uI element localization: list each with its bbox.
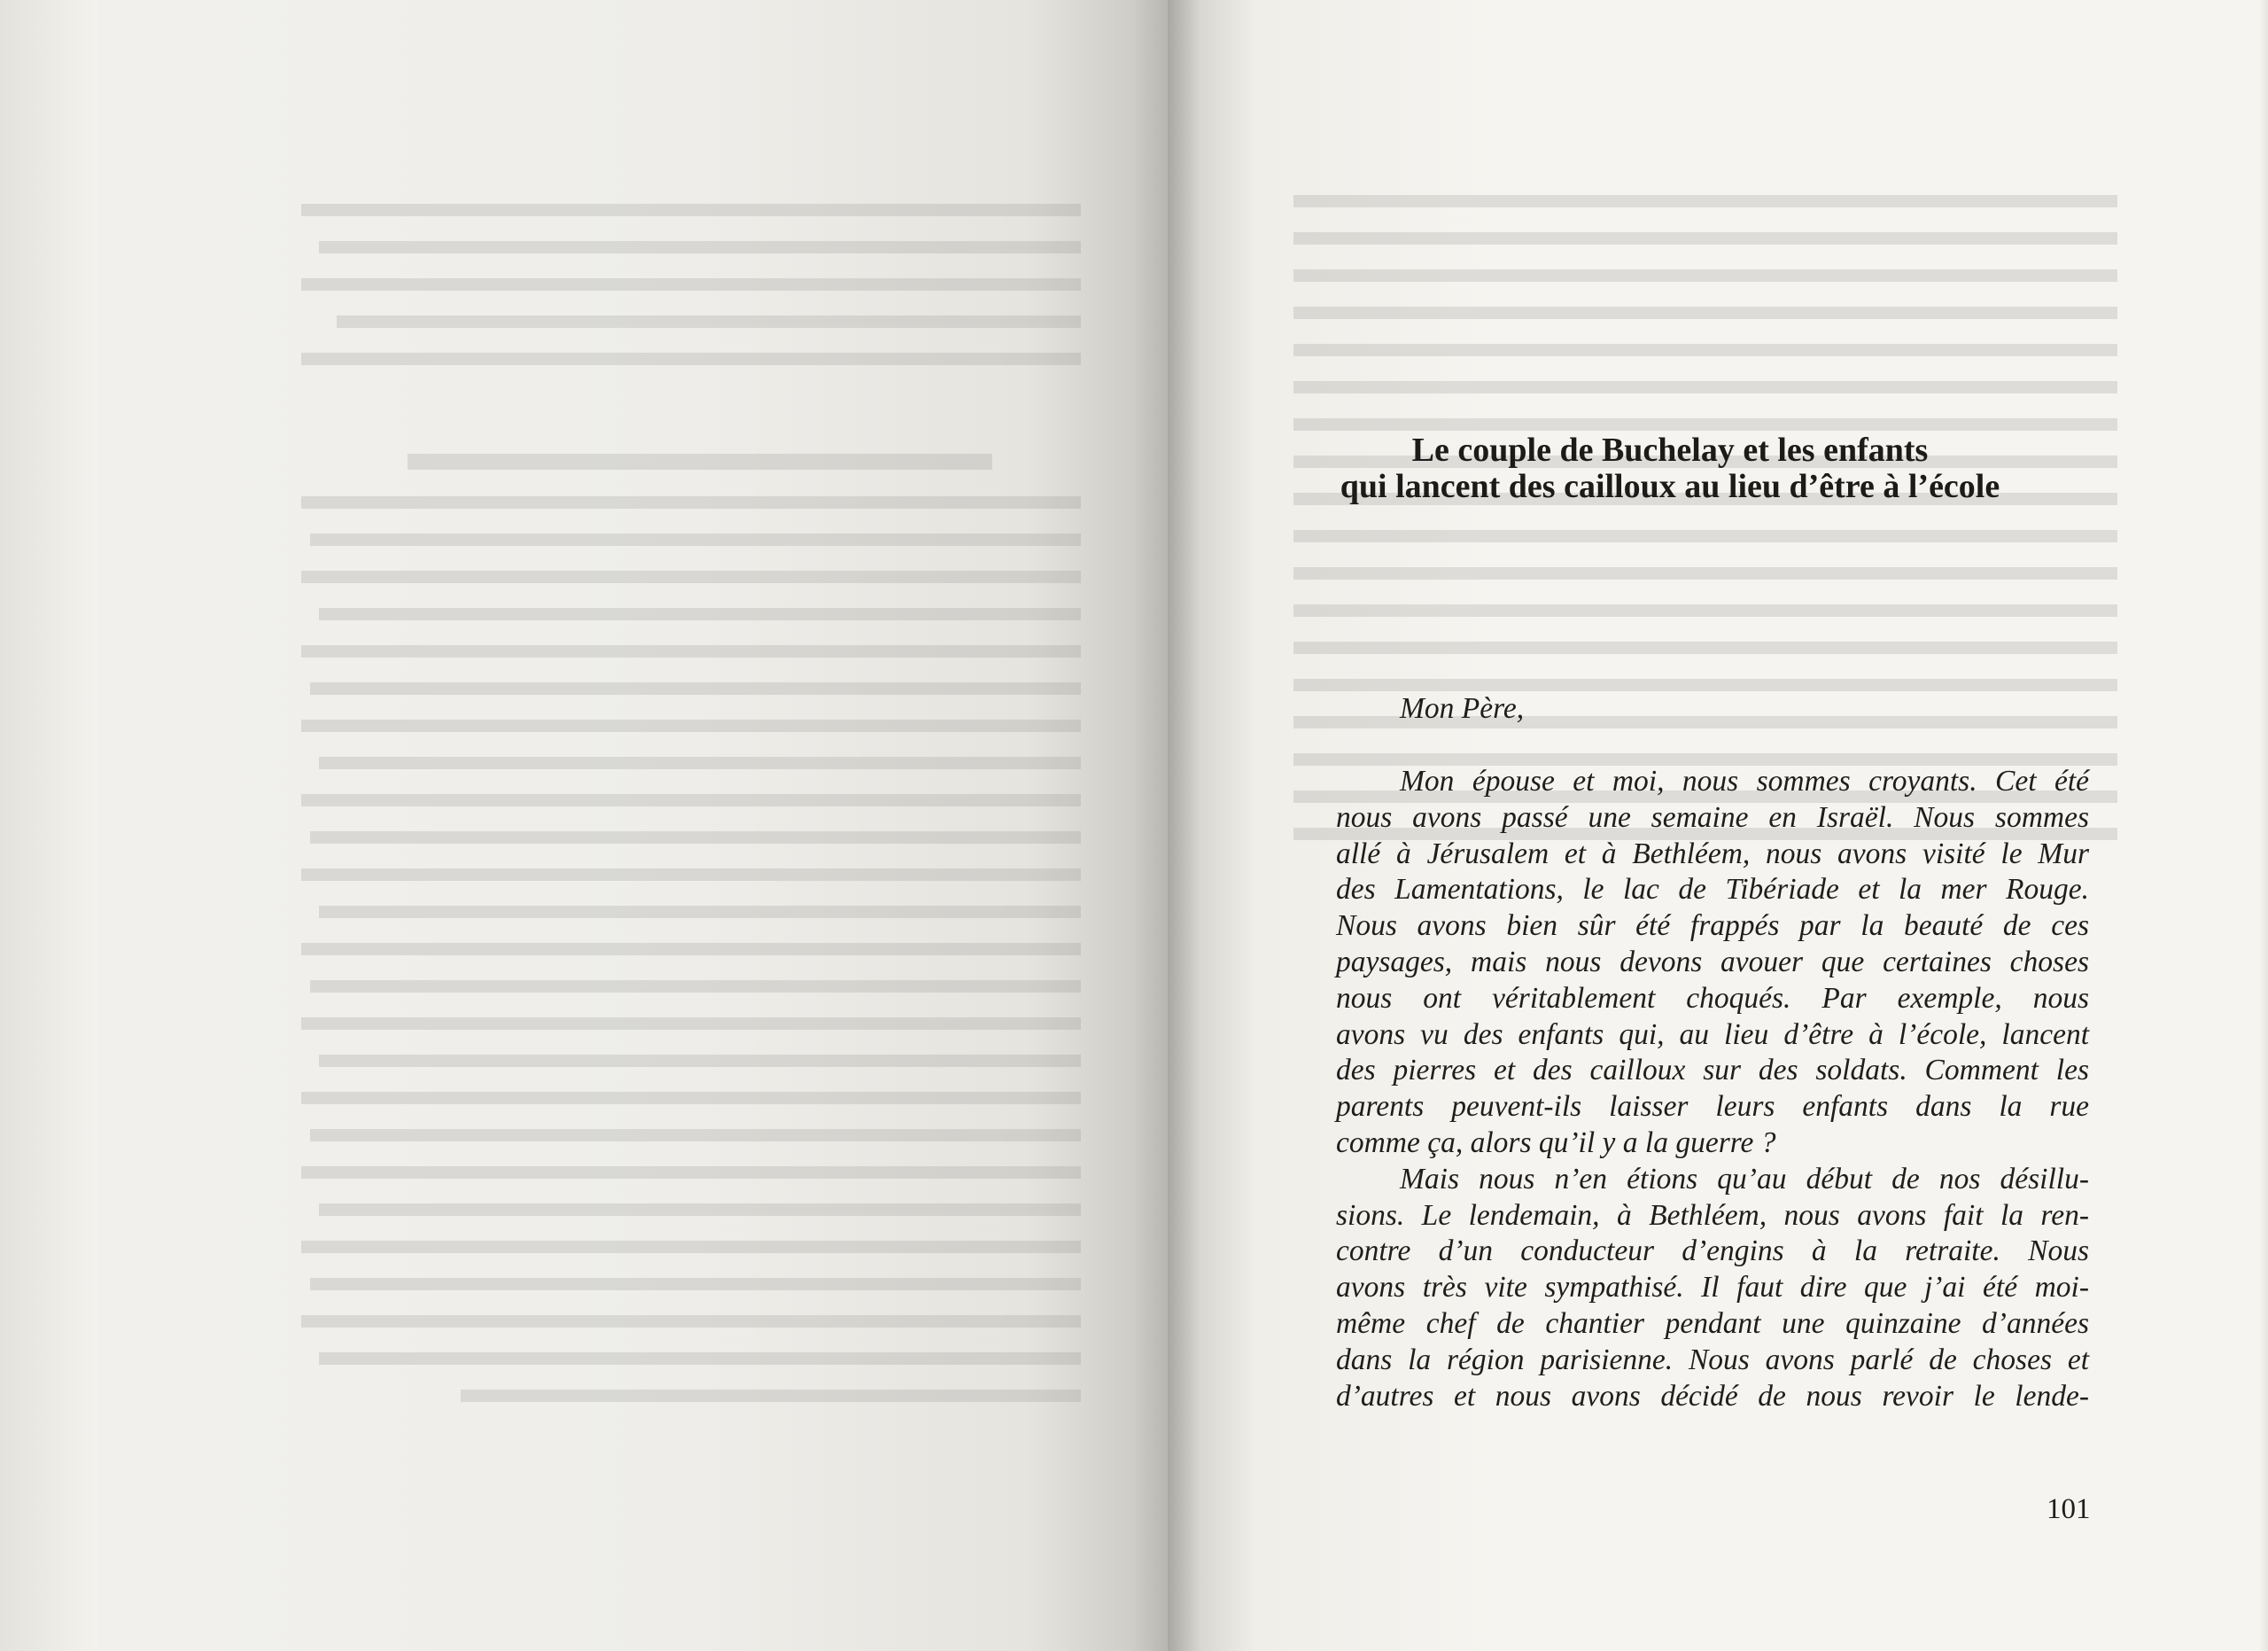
body-line: parents peuvent-ils laisser leurs enfants dans la rue	[1336, 1090, 2089, 1124]
body-line: comme ça, alors qu’il y a la guerre ?	[1336, 1125, 1776, 1159]
body-line: dans la région parisienne. Nous avons parlé de choses et	[1336, 1343, 2089, 1376]
left-page-edge	[0, 0, 97, 1651]
body-line: avons vu des enfants qui, au lieu d’être à l’école, lancent	[1336, 1017, 2089, 1051]
body-line: Nous avons bien sûr été frappés par la beauté de ces	[1336, 909, 2089, 943]
body-line: allé à Jérusalem et à Bethléem, nous avons visité le Mur	[1336, 837, 2089, 870]
body-line: même chef de chantier pendant une quinzaine d’années	[1336, 1306, 2089, 1340]
body-line: Mon épouse et moi, nous sommes croyants. Cet été	[1400, 765, 2089, 798]
body-line: Mais nous n’en étions qu’au début de nos désillu-	[1400, 1162, 2089, 1195]
body-line: d’autres et nous avons décidé de nous revoir le lende-	[1336, 1379, 2089, 1413]
chapter-title-line-2: qui lancent des cailloux au lieu d’être à l’école	[1340, 468, 2000, 505]
letter-body	[1336, 764, 2089, 1414]
show-through-texture	[284, 177, 1081, 1445]
body-line: paysages, mais nous devons avouer que certaines choses	[1336, 945, 2089, 978]
right-page-edge	[2259, 0, 2268, 1651]
body-line: nous avons passé une semaine en Israël. Nous sommes	[1336, 800, 2089, 834]
chapter-title	[1289, 432, 2051, 505]
left-page-show-through	[284, 177, 1081, 1445]
body-line: sions. Le lendemain, à Bethléem, nous avons fait la ren-	[1336, 1198, 2089, 1232]
body-line: des pierres et des cailloux sur des soldats. Comment les	[1336, 1054, 2089, 1087]
letter-salutation: Mon Père,	[1400, 692, 1525, 725]
body-line: nous ont véritablement choqués. Par exemple, nous	[1336, 981, 2089, 1015]
page-number: 101	[2047, 1493, 2091, 1525]
body-line: contre d’un conducteur d’engins à la retraite. Nous	[1336, 1234, 2089, 1268]
body-line: des Lamentations, le lac de Tibériade et la mer Rouge.	[1336, 873, 2089, 907]
chapter-title-line-1: Le couple de Buchelay et les enfants	[1411, 432, 1929, 469]
body-line: avons très vite sympathisé. Il faut dire que j’ai été moi-	[1336, 1271, 2089, 1304]
